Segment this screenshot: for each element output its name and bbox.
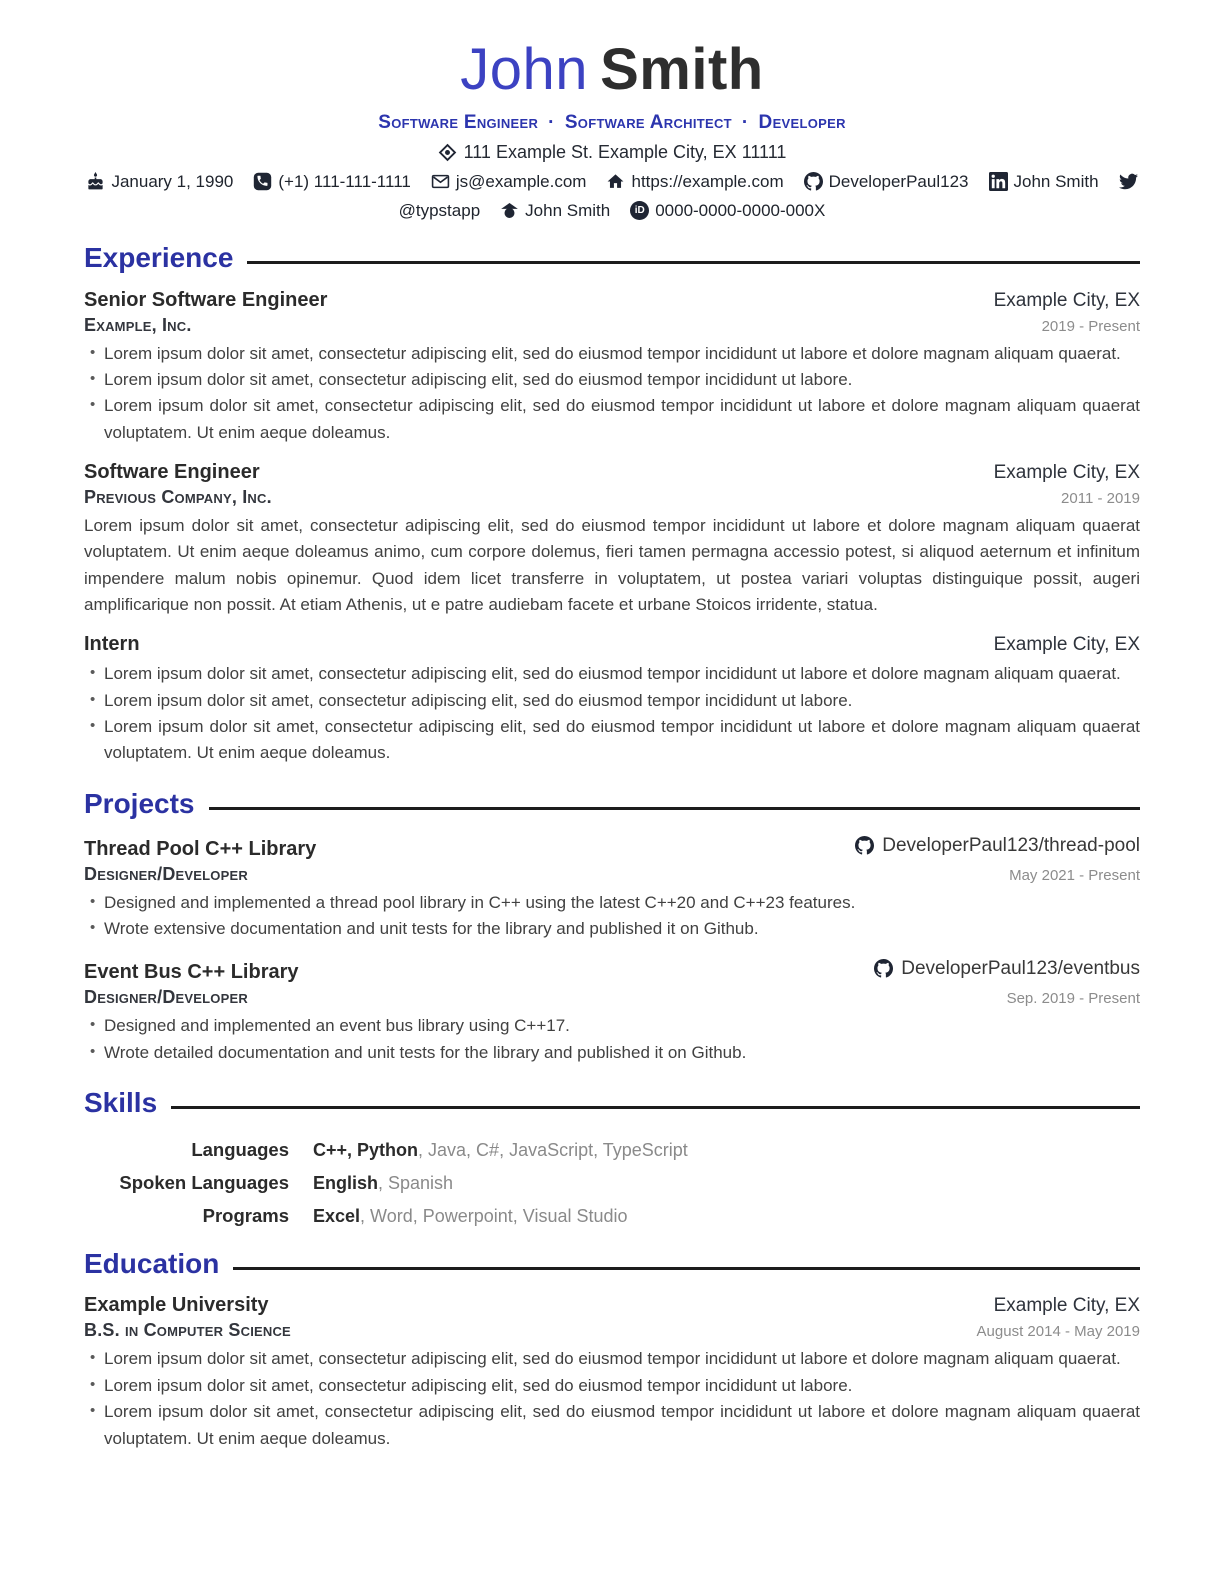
phone-icon (253, 172, 272, 191)
contact-orcid[interactable] (630, 201, 825, 221)
skill-values-rest: , Spanish (378, 1172, 454, 1193)
experience-entry (84, 633, 1140, 766)
home-icon (606, 172, 625, 191)
job-location: Example City, EX (993, 289, 1140, 311)
skill-category-label: Languages (191, 1138, 289, 1160)
contact-linkedin[interactable] (989, 172, 1099, 192)
google-scholar-icon (500, 201, 519, 220)
skill-values (313, 1140, 1140, 1161)
bullet-list (84, 661, 1140, 766)
date-range: 2019 - Present (1041, 317, 1140, 335)
date-range: August 2014 - May 2019 (976, 1323, 1140, 1341)
bullet-item: • Designed and implemented an event bus library using C++17. (104, 1013, 1140, 1039)
company-name: Example, Inc. (84, 314, 192, 335)
role-label: Software Architect (564, 111, 732, 133)
bullet-item: • Lorem ipsum dolor sit amet, consectetur adipiscing elit, sed do eiusmod tempor incididunt ut labore et dolore magnam aliquam quaerat voluptatem. Ut enim aeque doleamus. (104, 714, 1140, 767)
contact-twitter-handle[interactable] (399, 201, 481, 221)
roles-line (84, 112, 1140, 134)
contact-text: @typstapp (398, 200, 481, 220)
role-label: Developer (758, 111, 846, 133)
contact-text: John Smith (525, 200, 611, 220)
school-location: Example City, EX (993, 1295, 1140, 1317)
contact-text: January 1, 1990 (111, 171, 234, 191)
degree-name: B.S. in Computer Science (84, 1320, 291, 1341)
job-title: Senior Software Engineer (84, 288, 328, 311)
bullet-item: • Lorem ipsum dolor sit amet, consectetur adipiscing elit, sed do eiusmod tempor incididunt ut labore et dolore magnam aliquam quaerat. (104, 1346, 1140, 1372)
contact-text: 0000-0000-0000-000X (655, 200, 826, 220)
birthday-cake-icon (86, 172, 105, 191)
skill-values (313, 1206, 1140, 1227)
company-name: Previous Company, Inc. (84, 486, 272, 507)
section-header-experience (84, 243, 1140, 274)
address-text: 111 Example St. Example City, EX 11111 (463, 141, 787, 162)
bullet-item: • Designed and implemented a thread pool library in C++ using the latest C++20 and C++23 features. (104, 890, 1140, 916)
github-icon (804, 172, 823, 191)
school-name: Example University (84, 1294, 269, 1317)
skills-grid (84, 1139, 1140, 1227)
section-rule (171, 1106, 1140, 1109)
first-name: John (460, 37, 589, 102)
section-header-education (84, 1249, 1140, 1280)
job-title: Software Engineer (84, 460, 260, 483)
bullet-item: • Lorem ipsum dolor sit amet, consectetur adipiscing elit, sed do eiusmod tempor incididunt ut labore. (104, 688, 1140, 714)
bullet-list (84, 341, 1140, 446)
bullet-item: • Lorem ipsum dolor sit amet, consectetur adipiscing elit, sed do eiusmod tempor incididunt ut labore. (104, 1373, 1140, 1399)
contact-twitter[interactable] (1119, 172, 1138, 191)
skill-category-label: Spoken Languages (119, 1171, 289, 1193)
address-line (84, 142, 1140, 163)
experience-entry (84, 461, 1140, 618)
bullet-item: • Lorem ipsum dolor sit amet, consectetur adipiscing elit, sed do eiusmod tempor incididunt ut labore et dolore magnam aliquam quaerat. (104, 341, 1140, 367)
contact-email[interactable] (431, 172, 587, 192)
bullet-item: • Lorem ipsum dolor sit amet, consectetur adipiscing elit, sed do eiusmod tempor incididunt ut labore et dolore magnam aliquam quaerat voluptatem. Ut enim aeque doleamus. (104, 393, 1140, 446)
contact-text: js@example.com (455, 171, 587, 191)
bullet-item: • Lorem ipsum dolor sit amet, consectetur adipiscing elit, sed do eiusmod tempor incididunt ut labore et dolore magnam aliquam quaerat voluptatem. Ut enim aeque doleamus. (104, 1399, 1140, 1452)
project-role: Designer/Developer (84, 864, 248, 885)
job-location: Example City, EX (993, 634, 1140, 656)
repo-name: DeveloperPaul123/thread-pool (882, 834, 1140, 856)
github-icon (855, 836, 874, 855)
contact-scholar[interactable] (500, 201, 610, 221)
section-rule (247, 261, 1140, 264)
skill-values-rest: , Java, C#, JavaScript, TypeScript (418, 1139, 688, 1160)
page-title (84, 38, 1140, 102)
bullet-item: • Wrote detailed documentation and unit tests for the library and published it on Github. (104, 1040, 1140, 1066)
github-repo-link[interactable] (874, 958, 1140, 980)
bullet-item: • Lorem ipsum dolor sit amet, consectetur adipiscing elit, sed do eiusmod tempor incididunt ut labore. (104, 367, 1140, 393)
role-separator: · (741, 111, 749, 133)
project-title: Event Bus C++ Library (84, 961, 299, 984)
section-rule (233, 1267, 1140, 1270)
project-entry (84, 835, 1140, 943)
contact-text: (+1) 111-111-1111 (278, 171, 411, 191)
repo-name: DeveloperPaul123/eventbus (901, 957, 1140, 979)
section-title: Experience (84, 241, 234, 273)
orcid-icon: iD (630, 201, 649, 220)
role-label: Software Engineer (378, 111, 539, 133)
project-entry (84, 958, 1140, 1066)
experience-entry (84, 289, 1140, 446)
contact-text: DeveloperPaul123 (828, 171, 969, 191)
role-separator: · (548, 111, 555, 133)
contact-text: John Smith (1013, 171, 1099, 191)
section-rule (209, 807, 1141, 810)
project-title: Thread Pool C++ Library (84, 838, 317, 861)
skill-values-strong: C++, Python (313, 1139, 419, 1160)
project-role: Designer/Developer (84, 987, 248, 1008)
contact-github[interactable] (804, 172, 969, 192)
skill-values-strong: English (313, 1172, 379, 1193)
linkedin-icon (989, 172, 1008, 191)
location-icon (438, 143, 457, 162)
job-description: Lorem ipsum dolor sit amet, consectetur adipiscing elit, sed do eiusmod tempor incididunt ut labore et dolore magnam aliquam quaerat voluptatem. Ut enim aeque doleamus animo, cum corpore dolemus, fieri tamen permagna accessio potest, si aliquod aeternum et infinitum impendere malum nobis opinemur. Quod idem licet transferre in voluptatem, ut postea variari voluptas distinguique possit, augeri amplificarique non possit. At etiam Athenis, ut e patre audiebam facete et urbane Stoicos irridente, statua. (84, 515, 1140, 614)
skill-values-rest: , Word, Powerpoint, Visual Studio (360, 1205, 628, 1226)
job-location: Example City, EX (993, 461, 1140, 483)
section-title: Projects (84, 787, 195, 819)
last-name: Smith (600, 37, 764, 102)
bullet-list (84, 1346, 1140, 1451)
date-range: 2011 - 2019 (1061, 489, 1140, 507)
contact-row-2 (84, 201, 1140, 221)
date-range: May 2021 - Present (1009, 867, 1140, 885)
section-header-projects (84, 789, 1140, 820)
skill-category-label: Programs (202, 1204, 289, 1226)
contact-phone[interactable] (253, 172, 410, 192)
contact-row-1 (84, 172, 1140, 192)
email-icon (431, 172, 450, 191)
skill-values-strong: Excel (313, 1205, 361, 1226)
section-title: Skills (84, 1086, 158, 1118)
section-title: Education (84, 1247, 220, 1279)
contact-text: https://example.com (631, 171, 784, 191)
contact-website[interactable] (606, 172, 783, 192)
education-entry (84, 1294, 1140, 1451)
twitter-icon (1119, 172, 1138, 191)
job-title: Intern (84, 633, 140, 656)
bullet-list (84, 890, 1140, 943)
bullet-list (84, 1013, 1140, 1066)
bullet-item: • Lorem ipsum dolor sit amet, consectetur adipiscing elit, sed do eiusmod tempor incididunt ut labore et dolore magnam aliquam quaerat. (104, 661, 1140, 687)
github-icon (874, 959, 893, 978)
bullet-item: • Wrote extensive documentation and unit tests for the library and published it on Github. (104, 916, 1140, 942)
skill-values (313, 1173, 1140, 1194)
section-header-skills (84, 1088, 1140, 1119)
contact-birthday (86, 172, 233, 192)
date-range: Sep. 2019 - Present (1006, 990, 1140, 1008)
github-repo-link[interactable] (855, 835, 1140, 857)
